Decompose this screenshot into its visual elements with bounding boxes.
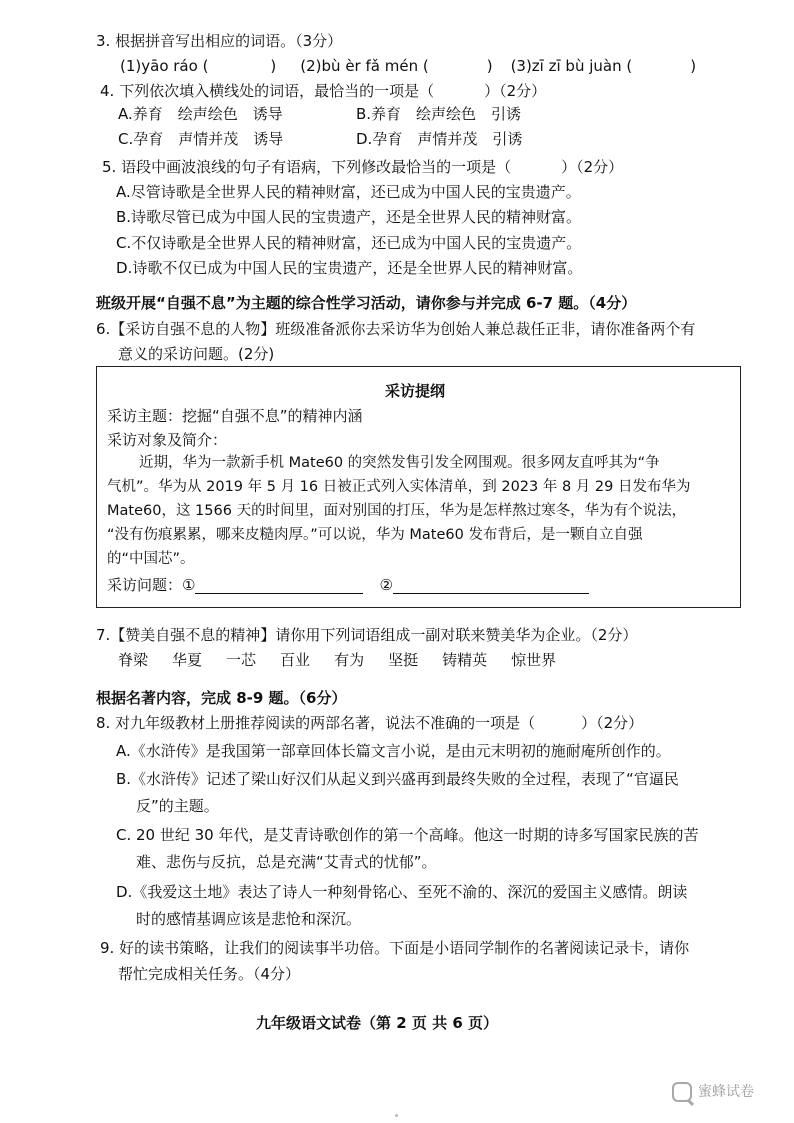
interview-questions: 采访问题：① ② [107, 576, 589, 594]
section-heading-8-9: 根据名著内容，完成 8-9 题。（6分） [96, 689, 347, 707]
interview-para-5: 的“中国芯”。 [107, 551, 195, 567]
q7-word: 百业 [280, 651, 311, 669]
interview-para-2: 气机”。华为从 2019 年 5 月 16 日被正式列入实体清单，到 2023 年 8 月 29 日发布华为 [107, 479, 691, 495]
q6-line-2: 意义的采访问题。(2分) [118, 345, 275, 363]
interview-topic: 采访主题：挖掘“自强不息”的精神内涵 [107, 407, 363, 425]
q3-stem: 3. 根据拼音写出相应的词语。（3分） [96, 32, 343, 50]
q3-item-1: (1)yāo ráo ( [120, 57, 209, 75]
q5-option-d: D.诗歌不仅已成为中国人民的宝贵遗产，还是全世界人民的精神财富。 [116, 259, 583, 277]
q4-stem: 4. 下列依次填入横线处的词语，最恰当的一项是（ ）（2分） [100, 82, 547, 100]
q4-option-c: C.孕育 声情并茂 诱导 [118, 130, 284, 148]
q8-option-c-line-2: 难、悲伤与反抗，总是充满“艾青式的忧郁”。 [136, 853, 437, 871]
q8-option-d-line-1: D.《我爱这土地》表达了诗人一种刻骨铭心、至死不渝的、深沉的爱国主义感情。朗读 [116, 883, 688, 901]
q7-word: 有为 [334, 651, 365, 669]
q7-word: 坚挺 [388, 651, 419, 669]
interview-para-3: Mate60，这 1566 天的时间里，面对别国的打压，华为是怎样熬过寒冬，华为有个说法， [107, 503, 687, 519]
watermark-text: 蜜蜂试卷 [698, 1083, 754, 1100]
q5-option-b: B.诗歌尽管已成为中国人民的宝贵遗产，还是全世界人民的精神财富。 [116, 208, 582, 226]
q5-option-a: A.尽管诗歌是全世界人民的精神财富，还已成为中国人民的宝贵遗产。 [116, 183, 581, 201]
q5-option-c: C.不仅诗歌是全世界人民的精神财富，还已成为中国人民的宝贵遗产。 [116, 234, 582, 252]
answer-blank-2[interactable] [393, 593, 589, 594]
section-heading-6-7: 班级开展“自强不息”为主题的综合性学习活动，请你参与并完成 6-7 题。（4分） [96, 294, 637, 312]
q8-option-b-line-1: B.《水浒传》记述了梁山好汉们从起义到兴盛再到最终失败的全过程，表现了“官逼民 [116, 770, 679, 788]
q7-word: 华夏 [172, 651, 203, 669]
q7-word-list [118, 651, 556, 669]
q5-stem: 5. 语段中画波浪线的句子有语病，下列修改最恰当的一项是（ ）（2分） [102, 158, 624, 176]
q7-word: 一芯 [226, 651, 257, 669]
q7-stem: 7.【赞美自强不息的精神】请你用下列词语组成一副对联来赞美华为企业。（2分） [96, 626, 638, 644]
q8-option-d-line-2: 时的感情基调应该是悲怆和深沉。 [136, 910, 362, 928]
q3-item-3: (3)zī zī bù juàn ( [510, 57, 633, 75]
interview-subject: 采访对象及简介： [107, 431, 228, 449]
q3-pinyin-line: (1)yāo ráo ( ) (2)bù èr fǎ mén ( ) (3)zī zī bù juàn ( ) [120, 57, 697, 75]
q4-option-d: D.孕育 声情并茂 引诱 [356, 130, 523, 148]
q7-word: 惊世界 [511, 651, 557, 669]
scan-dot [395, 1114, 398, 1117]
q9-line-2: 帮忙完成相关任务。（4分） [118, 965, 301, 983]
q4-option-b: B.养育 绘声绘色 引诱 [356, 105, 522, 123]
answer-blank-1[interactable] [195, 593, 363, 594]
q4-option-a: A.养育 绘声绘色 诱导 [118, 105, 283, 123]
q9-line-1: 9. 好的读书策略，让我们的阅读事半功倍。下面是小语同学制作的名著阅读记录卡，请你 [100, 939, 690, 957]
page-footer: 九年级语文试卷（第 2 页 共 6 页） [256, 1014, 498, 1032]
q8-stem: 8. 对九年级教材上册推荐阅读的两部名著，说法不准确的一项是（ ）（2分） [96, 714, 644, 732]
interview-title: 采访提纲 [385, 382, 446, 400]
q8-option-b-line-2: 反”的主题。 [136, 797, 219, 815]
interview-questions-label: 采访问题：① [107, 576, 196, 594]
magnifier-logo-icon [672, 1082, 692, 1102]
q8-option-c-line-1: C. 20 世纪 30 年代，是艾青诗歌创作的第一个高峰。他这一时期的诗多写国家民族的苦 [116, 826, 699, 844]
q8-option-a: A.《水浒传》是我国第一部章回体长篇文言小说，是由元末明初的施耐庵所创作的。 [116, 742, 671, 760]
q7-word: 铸精英 [442, 651, 488, 669]
q6-line-1: 6.【采访自强不息的人物】班级准备派你去采访华为创始人兼总裁任正非，请你准备两个有 [96, 320, 696, 338]
q7-word: 脊梁 [118, 651, 149, 669]
interview-para-4: “没有伤痕累累，哪来皮糙肉厚。”可以说，华为 Mate60 发布背后，是一颗自立自强 [107, 527, 643, 543]
q3-item-2: (2)bù èr fǎ mén ( [300, 57, 429, 75]
interview-para-1: 近期，华为一款新手机 Mate60 的突然发售引发全网围观。很多网友直呼其为“争 [139, 455, 660, 471]
watermark [672, 1082, 754, 1102]
